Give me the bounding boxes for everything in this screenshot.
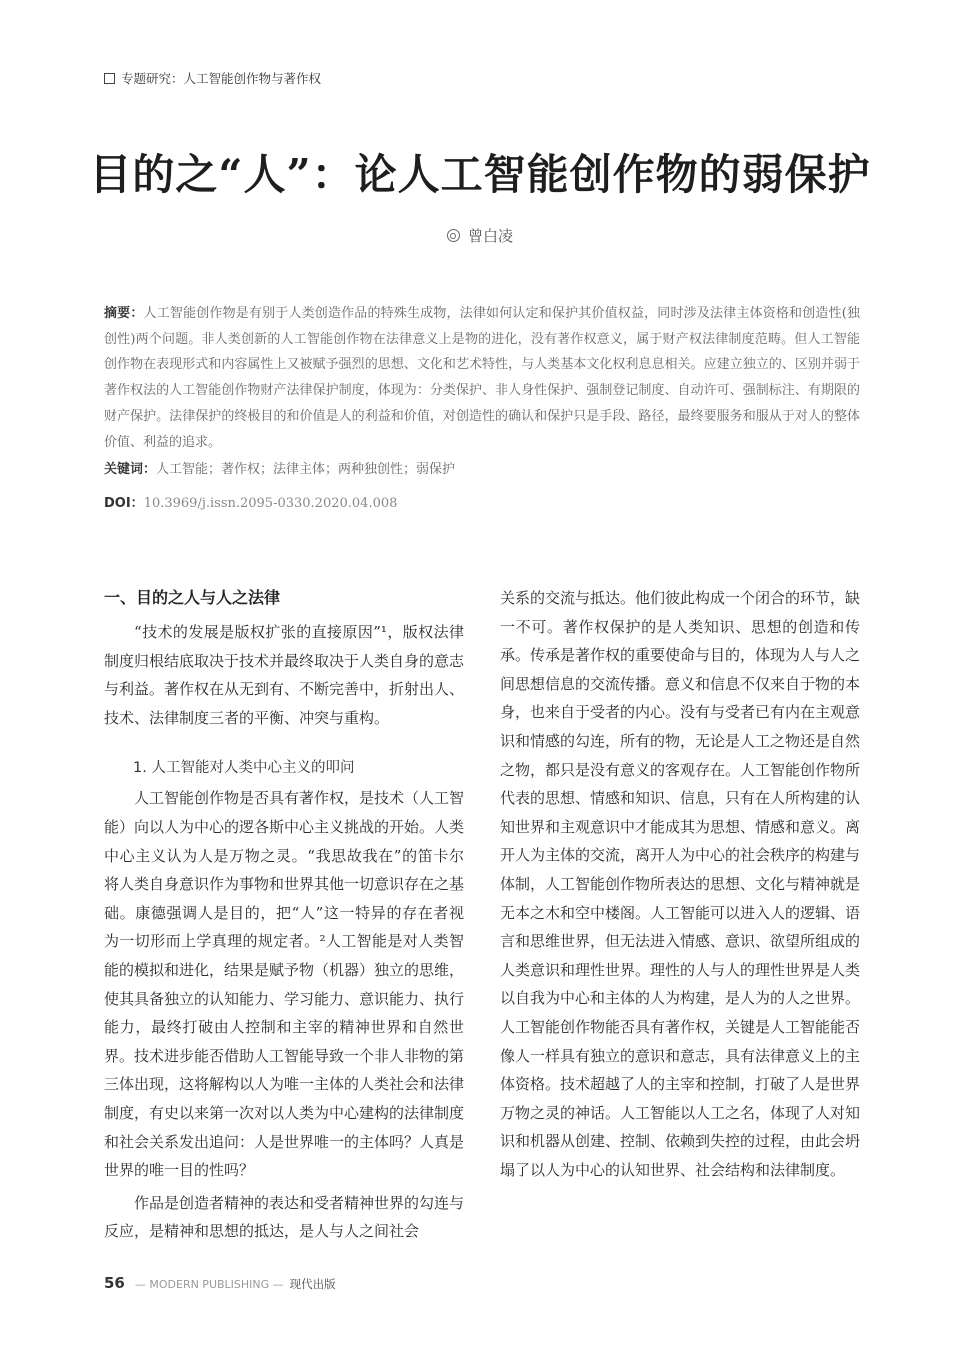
doi-text: 10.3969/j.issn.2095-0330.2020.04.008 bbox=[143, 496, 398, 511]
doi bbox=[104, 492, 860, 511]
abstract-label: 摘要： bbox=[104, 306, 144, 321]
body-paragraph: 人工智能创作物是否具有著作权，是技术（人工智能）向以人为中心的逻各斯中心主义挑战的开始。人类中心主义认为人是万物之灵。“我思故我在”的笛卡尔将人类自身意识作为事物和世界其他一切意识存在之基础。康德强调人是目的，把“人”这一特异的存在者视为一切形而上学真理的规定者。²人工智能是对人类智能的模拟和进化，结果是赋予物（机器）独立的思维，使其具备独立的认知能力、学习能力、意识能力、执行能力，最终打破由人控制和主宰的精神世界和自然世界。技术进步能否借助人工智能导致一个非人非物的第三体出现，这将解构以人为唯一主体的人类社会和法律制度，有史以来第一次对以人类为中心建构的法律制度和社会关系发出追问：人是世界唯一的主体吗？人真是世界的唯一目的性吗？ bbox=[104, 789, 465, 1180]
author-line bbox=[0, 225, 960, 246]
square-bullet-icon bbox=[104, 73, 115, 84]
column-label: 专题研究：人工智能创作物与著作权 bbox=[121, 71, 322, 86]
author-name: 曾白凌 bbox=[467, 227, 513, 245]
body-paragraph: “技术的发展是版权扩张的直接原因”¹，版权法律制度归根结底取决于技术并最终取决于人类自身的意志与利益。著作权在从无到有、不断完善中，折射出人、技术、法律制度三者的平衡、冲突与重构。 bbox=[104, 623, 465, 727]
author-circle-icon bbox=[447, 229, 460, 242]
page-number: 56 bbox=[104, 1274, 125, 1292]
page-footer bbox=[104, 1274, 336, 1292]
journal-name-cn: 现代出版 bbox=[289, 1277, 336, 1291]
column-header bbox=[104, 69, 321, 87]
left-column bbox=[104, 584, 464, 1246]
keywords-label: 关键词： bbox=[104, 462, 157, 477]
keywords bbox=[104, 458, 860, 477]
journal-name-en: — MODERN PUBLISHING — bbox=[134, 1278, 284, 1291]
abstract-text: 人工智能创作物是有别于人类创造作品的特殊生成物，法律如何认定和保护其价值权益，同时涉及法律主体资格和创造性(独创性)两个问题。非人类创新的人工智能创作物在法律意义上是物的进化，没有著作权意义，属于财产权法律制度范畴。但人工智能创作物在表现形式和内容属性上又被赋予强烈的思想、文化和艺术特性，与人类基本文化权利息息相关。应建立独立的、区别并弱于著作权法的人工智能创作物财产法律保护制度，体现为：分类保护、非人身性保护、强制登记制度、自动许可、强制标注、有期限的财产保护。法律保护的终极目的和价值是人的利益和价值，对创造性的确认和保护只是手段、路径，最终要服务和服从于对人的整体价值、利益的追求。 bbox=[104, 306, 860, 450]
body-paragraph: 关系的交流与抵达。他们彼此构成一个闭合的环节，缺一不可。著作权保护的是人类知识、思想的创造和传承。传承是著作权的重要使命与目的，体现为人与人之间思想信息的交流传播。意义和信息不仅来自于物的本身，也来自于受者的内心。没有与受者已有内在主观意识和情感的勾连，所有的物，无论是人工之物还是自然之物，都只是没有意义的客观存在。人工智能创作物所代表的思想、情感和知识、信息，只有在人所构建的认知世界和主观意识中才能成其为思想、情感和意义。离开人为主体的交流，离开人为中心的社会秩序的构建与体制，人工智能创作物所表达的思想、文化与精神就是无本之木和空中楼阁。人工智能可以进入人的逻辑、语言和思维世界，但无法进入情感、意识、欲望所组成的人类意识和理性世界。理性的人与人的理性世界是人类以自我为中心和主体的人为构建，是人为的人之世界。人工智能创作物能否具有著作权，关键是人工智能能否像人一样具有独立的意识和意志，具有法律意义上的主体资格。技术超越了人的主宰和控制，打破了人是世界万物之灵的神话。人工智能以人工之名，体现了人对知识和机器从创建、控制、依赖到失控的过程，由此会坍塌了以人为中心的认知世界、社会结构和法律制度。 bbox=[500, 589, 861, 1179]
right-column bbox=[500, 584, 860, 1184]
keywords-text: 人工智能；著作权；法律主体；两种独创性；弱保护 bbox=[156, 462, 456, 477]
body-paragraph: 作品是创造者精神的表达和受者精神世界的勾连与反应，是精神和思想的抵达，是人与人之间社会 bbox=[104, 1193, 465, 1241]
abstract bbox=[104, 301, 860, 455]
article-title: 目的之“人”：论人工智能创作物的弱保护 bbox=[89, 150, 871, 199]
section-heading: 一、目的之人与人之法律 bbox=[104, 588, 281, 607]
subsection-heading: 1. 人工智能对人类中心主义的叩问 bbox=[133, 760, 355, 777]
doi-label: DOI： bbox=[104, 496, 144, 511]
